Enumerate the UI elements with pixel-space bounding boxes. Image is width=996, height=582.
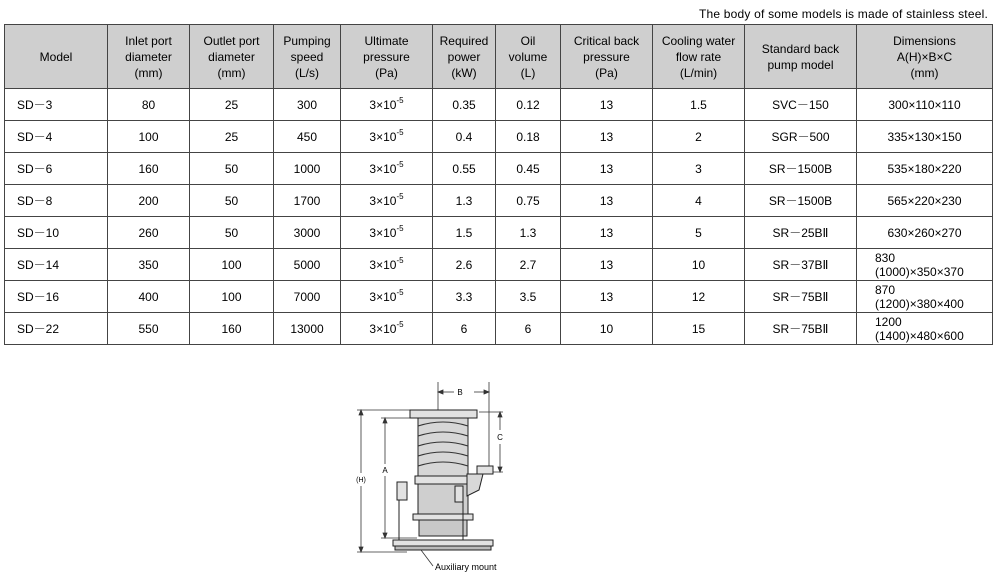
outlet-cell: 50 <box>190 153 274 185</box>
pressure-cell <box>341 185 433 217</box>
critical-cell: 13 <box>561 121 653 153</box>
inlet-cell: 550 <box>108 313 190 345</box>
oil-cell: 0.45 <box>496 153 561 185</box>
power-cell: 2.6 <box>433 249 496 281</box>
oil-cell: 0.75 <box>496 185 561 217</box>
model-cell: SD－14 <box>5 249 108 281</box>
column-header <box>745 25 857 89</box>
column-header-line: speed <box>290 49 324 64</box>
column-header-line: power <box>447 49 481 64</box>
backpump-cell: SR－1500B <box>745 153 857 185</box>
table-row <box>5 313 993 345</box>
pressure-exponent: -5 <box>396 287 404 297</box>
column-header-line: pump model <box>767 57 834 72</box>
pressure-base: 3×10 <box>369 289 397 304</box>
column-header-line: Cooling water <box>661 33 736 48</box>
speed-cell: 1000 <box>274 153 341 185</box>
pressure-base: 3×10 <box>369 129 397 144</box>
inlet-cell: 80 <box>108 89 190 121</box>
dimensions-cell <box>857 313 993 345</box>
inlet-cell: 400 <box>108 281 190 313</box>
table-row <box>5 281 993 313</box>
auxiliary-mount-caption: Auxiliary mount <box>435 562 497 572</box>
water-cell: 12 <box>653 281 745 313</box>
power-cell: 1.5 <box>433 217 496 249</box>
power-cell: 1.3 <box>433 185 496 217</box>
dimensions-line: (1400)×480×600 <box>875 328 964 343</box>
dimensions-cell <box>857 89 993 121</box>
outlet-cell: 25 <box>190 121 274 153</box>
column-header <box>274 25 341 89</box>
backpump-cell: SR－25BⅡ <box>745 217 857 249</box>
power-cell: 0.4 <box>433 121 496 153</box>
water-cell: 2 <box>653 121 745 153</box>
backpump-cell: SR－37BⅡ <box>745 249 857 281</box>
column-header-line: Ultimate <box>364 33 409 48</box>
power-cell: 3.3 <box>433 281 496 313</box>
column-header-line: pressure <box>363 49 410 64</box>
dimensions-cell <box>857 185 993 217</box>
speed-cell: 3000 <box>274 217 341 249</box>
dimensions-line: (1200)×380×400 <box>875 296 964 311</box>
pressure-exponent: -5 <box>396 223 404 233</box>
dimensions-line: 1200 <box>875 314 902 329</box>
table-body <box>5 89 993 345</box>
table-row <box>5 153 993 185</box>
column-header-line: Model <box>39 49 73 64</box>
dimensions-cell <box>857 121 993 153</box>
column-header <box>433 25 496 89</box>
column-header <box>341 25 433 89</box>
water-cell: 15 <box>653 313 745 345</box>
pressure-base: 3×10 <box>369 225 397 240</box>
dimensions-line: 630×260×270 <box>887 225 962 240</box>
table-row <box>5 249 993 281</box>
pressure-exponent: -5 <box>396 127 404 137</box>
pressure-base: 3×10 <box>369 97 397 112</box>
pressure-exponent: -5 <box>396 95 404 105</box>
critical-cell: 10 <box>561 313 653 345</box>
speed-cell: 1700 <box>274 185 341 217</box>
outlet-cell: 25 <box>190 89 274 121</box>
column-header <box>108 25 190 89</box>
outlet-cell: 50 <box>190 185 274 217</box>
backpump-cell: SGR－500 <box>745 121 857 153</box>
dimensions-cell <box>857 249 993 281</box>
critical-cell: 13 <box>561 281 653 313</box>
column-header-line: Pumping <box>283 33 331 48</box>
speed-cell: 450 <box>274 121 341 153</box>
column-header-line: diameter <box>125 49 172 64</box>
water-cell: 4 <box>653 185 745 217</box>
oil-cell: 0.12 <box>496 89 561 121</box>
column-header-line: Outlet port <box>203 33 260 48</box>
outlet-cell: 100 <box>190 249 274 281</box>
oil-cell: 0.18 <box>496 121 561 153</box>
oil-cell: 1.3 <box>496 217 561 249</box>
column-header-line: (Pa) <box>375 65 398 80</box>
dimensions-cell <box>857 281 993 313</box>
table-row <box>5 185 993 217</box>
pressure-base: 3×10 <box>369 257 397 272</box>
dimensions-line: 335×130×150 <box>887 129 962 144</box>
column-header-line: (L) <box>520 65 536 80</box>
outlet-cell: 160 <box>190 313 274 345</box>
pressure-cell <box>341 121 433 153</box>
dimensions-line: 870 <box>875 282 896 297</box>
stainless-note: The body of some models is made of stainless steel. <box>698 7 988 21</box>
diagram-label-h: (H) <box>356 477 366 484</box>
diagram-label-b: B <box>457 388 463 397</box>
model-cell: SD－10 <box>5 217 108 249</box>
critical-cell: 13 <box>561 249 653 281</box>
critical-cell: 13 <box>561 185 653 217</box>
column-header-line: Required <box>439 33 489 48</box>
water-cell: 1.5 <box>653 89 745 121</box>
backpump-cell: SR－75BⅡ <box>745 313 857 345</box>
column-header <box>561 25 653 89</box>
inlet-cell: 350 <box>108 249 190 281</box>
header-row <box>5 25 993 89</box>
speed-cell: 13000 <box>274 313 341 345</box>
speed-cell: 5000 <box>274 249 341 281</box>
model-cell: SD－8 <box>5 185 108 217</box>
pressure-cell <box>341 281 433 313</box>
oil-cell: 2.7 <box>496 249 561 281</box>
dimensions-cell <box>857 153 993 185</box>
water-cell: 10 <box>653 249 745 281</box>
pump-diagram <box>355 378 505 574</box>
critical-cell: 13 <box>561 217 653 249</box>
oil-cell: 6 <box>496 313 561 345</box>
dimensions-line: 300×110×110 <box>888 97 961 112</box>
pressure-cell <box>341 313 433 345</box>
column-header-line: (mm) <box>910 65 939 80</box>
model-cell: SD－6 <box>5 153 108 185</box>
column-header-line: Critical back <box>573 33 640 48</box>
diagram-label-c: C <box>497 433 503 442</box>
column-header-line: (L/min) <box>679 65 718 80</box>
diagram-label-a: A <box>382 466 388 475</box>
pressure-exponent: -5 <box>396 255 404 265</box>
column-header-line: Inlet port <box>125 33 172 48</box>
pressure-exponent: -5 <box>396 191 404 201</box>
column-header-line: (kW) <box>451 65 477 80</box>
backpump-cell: SR－1500B <box>745 185 857 217</box>
table-row <box>5 217 993 249</box>
dimensions-line: 565×220×230 <box>887 193 962 208</box>
backpump-cell: SR－75BⅡ <box>745 281 857 313</box>
column-header-line: Oil <box>520 33 536 48</box>
pressure-cell <box>341 89 433 121</box>
column-header <box>190 25 274 89</box>
column-header-line: diameter <box>208 49 255 64</box>
column-header-line: Dimensions <box>893 33 956 48</box>
pressure-base: 3×10 <box>369 161 397 176</box>
inlet-cell: 200 <box>108 185 190 217</box>
critical-cell: 13 <box>561 153 653 185</box>
model-cell: SD－3 <box>5 89 108 121</box>
water-cell: 3 <box>653 153 745 185</box>
inlet-cell: 260 <box>108 217 190 249</box>
oil-cell: 3.5 <box>496 281 561 313</box>
specification-table <box>4 24 993 345</box>
speed-cell: 300 <box>274 89 341 121</box>
pressure-exponent: -5 <box>396 319 404 329</box>
pressure-base: 3×10 <box>369 321 397 336</box>
pressure-base: 3×10 <box>369 193 397 208</box>
model-cell: SD－22 <box>5 313 108 345</box>
column-header <box>653 25 745 89</box>
column-header <box>5 25 108 89</box>
pressure-cell <box>341 217 433 249</box>
inlet-cell: 160 <box>108 153 190 185</box>
column-header-line: Standard back <box>761 41 840 56</box>
pressure-cell <box>341 249 433 281</box>
table-row <box>5 89 993 121</box>
inlet-cell: 100 <box>108 121 190 153</box>
backpump-cell: SVC－150 <box>745 89 857 121</box>
column-header-line: pressure <box>583 49 630 64</box>
column-header-line: (Pa) <box>595 65 618 80</box>
column-header-line: volume <box>508 49 548 64</box>
model-cell: SD－16 <box>5 281 108 313</box>
dimensions-line: (1000)×350×370 <box>875 264 964 279</box>
pressure-exponent: -5 <box>396 159 404 169</box>
speed-cell: 7000 <box>274 281 341 313</box>
dimensions-cell <box>857 217 993 249</box>
model-cell: SD－4 <box>5 121 108 153</box>
column-header-line: flow rate <box>675 49 722 64</box>
pressure-cell <box>341 153 433 185</box>
table-row <box>5 121 993 153</box>
power-cell: 0.55 <box>433 153 496 185</box>
water-cell: 5 <box>653 217 745 249</box>
column-header-line: (mm) <box>217 65 246 80</box>
critical-cell: 13 <box>561 89 653 121</box>
column-header-line: (L/s) <box>295 65 319 80</box>
outlet-cell: 100 <box>190 281 274 313</box>
dimensions-line: 830 <box>875 250 896 265</box>
column-header <box>857 25 993 89</box>
column-header <box>496 25 561 89</box>
column-header-line: (mm) <box>134 65 163 80</box>
power-cell: 6 <box>433 313 496 345</box>
power-cell: 0.35 <box>433 89 496 121</box>
outlet-cell: 50 <box>190 217 274 249</box>
dimensions-line: 535×180×220 <box>887 161 962 176</box>
column-header-line: A(H)×B×C <box>896 49 953 64</box>
